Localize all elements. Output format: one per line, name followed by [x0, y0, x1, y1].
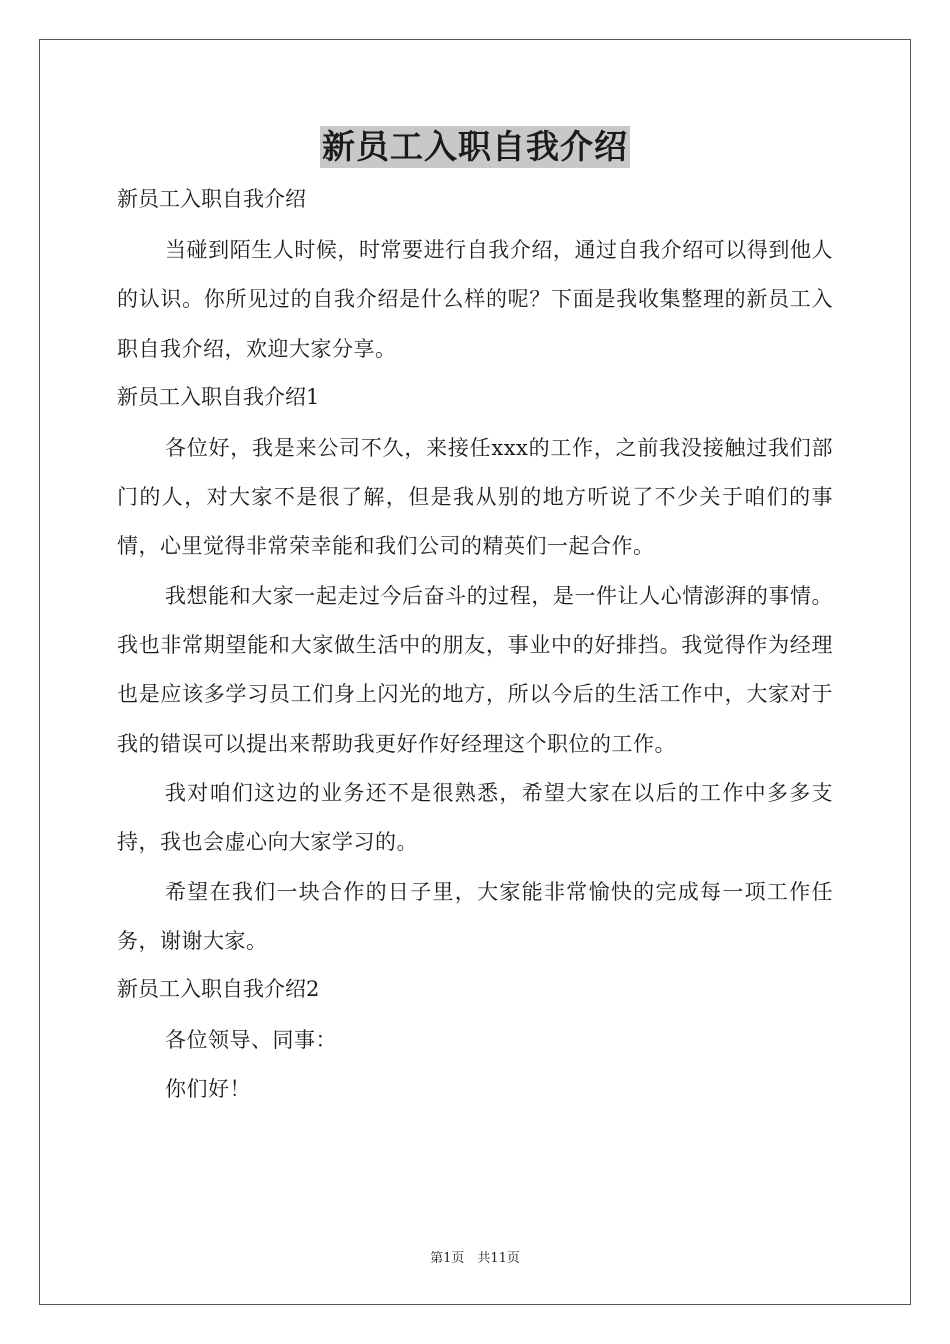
section1-paragraph-4: 希望在我们一块合作的日子里，大家能非常愉快的完成每一项工作任务，谢谢大家。 — [117, 879, 833, 953]
section1-paragraph-1: 各位好，我是来公司不久，来接任xxx的工作，之前我没接触过我们部门的人，对大家不是很了解，但是我从别的地方听说了不少关于咱们的事情，心里觉得非常荣幸能和我们公司的精英们一起合作。 — [117, 435, 833, 559]
section2-paragraph-2: 你们好！ — [165, 1077, 251, 1102]
intro-paragraph: 当碰到陌生人时候，时常要进行自我介绍，通过自我介绍可以得到他人的认识。你所见过的自我介绍是什么样的呢？下面是我收集整理的新员工入职自我介绍，欢迎大家分享。 — [117, 238, 833, 361]
document-title: 新员工入职自我介绍 — [322, 127, 628, 166]
section1-paragraph-2: 我想能和大家一起走过今后奋斗的过程，是一件让人心情澎湃的事情。我也非常期望能和大家做生活中的朋友，事业中的好排挡。我觉得作为经理也是应该多学习员工们身上闪光的地方，所以今后的生活工作中，大家对于我的错误可以提出来帮助我更好作好经理这个职位的工作。 — [117, 583, 833, 756]
title-container — [0, 126, 950, 168]
document-body — [117, 176, 833, 1115]
section2-heading: 新员工入职自我介绍2 — [117, 977, 320, 1002]
subtitle: 新员工入职自我介绍 — [117, 187, 306, 211]
section1-heading: 新员工入职自我介绍1 — [117, 384, 320, 409]
page-number: 第1页 共11页 — [430, 1251, 520, 1266]
section1-paragraph-3: 我对咱们这边的业务还不是很熟悉，希望大家在以后的工作中多多支持，我也会虚心向大家学习的。 — [117, 780, 833, 855]
page-footer — [0, 1247, 950, 1266]
section2-paragraph-1: 各位领导、同事： — [165, 1028, 337, 1053]
